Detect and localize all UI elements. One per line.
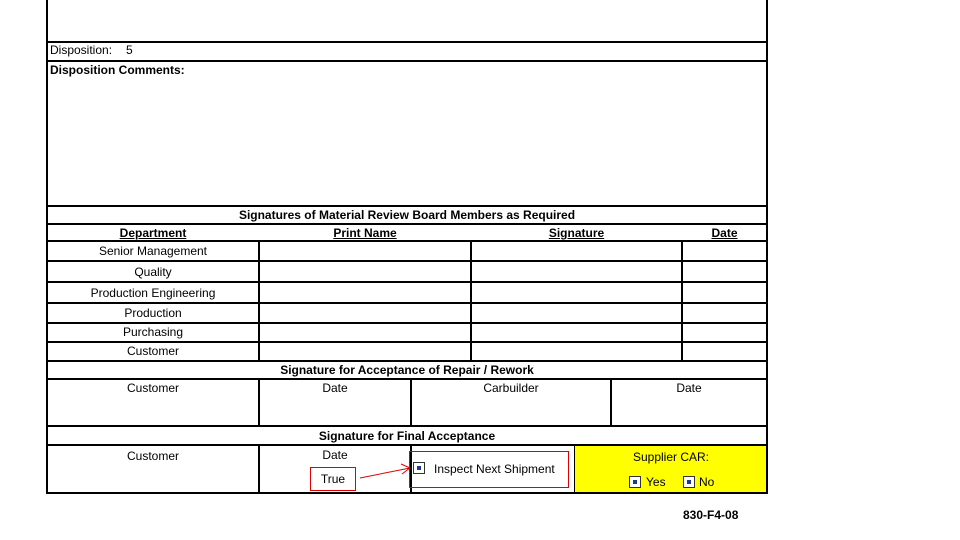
department-cell: Senior Management xyxy=(98,244,208,258)
column-header-print-name: Print Name xyxy=(333,226,397,240)
rule xyxy=(46,302,768,304)
repair-title: Signature for Acceptance of Repair / Rework xyxy=(280,363,534,377)
repair-carbuilder-label: Carbuilder xyxy=(483,381,539,395)
column-header-date: Date xyxy=(711,226,738,240)
form-code: 830-F4-08 xyxy=(683,508,739,522)
inspect-next-shipment-label: Inspect Next Shipment xyxy=(434,462,555,476)
rule xyxy=(46,360,768,362)
column-header-department: Department xyxy=(119,226,187,240)
rule xyxy=(46,341,768,343)
rule xyxy=(46,281,768,283)
disposition-label: Disposition: xyxy=(50,43,113,57)
mrb-title: Signatures of Material Review Board Members as Required xyxy=(238,208,576,222)
department-cell: Production xyxy=(124,306,182,320)
rule xyxy=(46,444,768,446)
rule xyxy=(681,240,683,361)
rule xyxy=(46,205,768,207)
rule xyxy=(46,378,768,380)
department-cell: Customer xyxy=(126,344,179,358)
department-cell: Purchasing xyxy=(122,325,184,339)
rule xyxy=(46,223,768,225)
rule xyxy=(46,41,768,43)
department-cell: Quality xyxy=(134,265,172,279)
supplier-car-label: Supplier CAR: xyxy=(632,450,710,464)
supplier-car-yes-label: Yes xyxy=(646,475,666,489)
rule xyxy=(46,425,768,427)
disposition-comments-label: Disposition Comments: xyxy=(50,63,185,77)
supplier-car-no-checkbox[interactable] xyxy=(683,476,695,488)
disposition-value[interactable]: 5 xyxy=(126,43,133,57)
final-acceptance-title: Signature for Final Acceptance xyxy=(318,429,496,443)
department-cell: Production Engineering xyxy=(90,286,216,300)
true-value-box[interactable] xyxy=(310,467,356,491)
column-header-signature: Signature xyxy=(548,226,605,240)
rule xyxy=(258,240,260,361)
rule xyxy=(46,492,768,494)
rule xyxy=(46,240,768,242)
repair-date-label: Date xyxy=(322,381,348,395)
final-date-label: Date xyxy=(322,448,348,462)
true-value: True xyxy=(320,472,346,486)
disposition-comments-field[interactable] xyxy=(48,78,765,204)
final-customer-label: Customer xyxy=(126,449,179,463)
supplier-car-yes-checkbox[interactable] xyxy=(629,476,641,488)
rule xyxy=(470,240,472,361)
rule xyxy=(46,260,768,262)
supplier-car-no-label: No xyxy=(699,475,715,489)
rule xyxy=(766,0,768,494)
annotation-arrow-icon xyxy=(355,458,415,482)
repair-customer-label: Customer xyxy=(126,381,179,395)
rule xyxy=(46,60,768,62)
repair-date-label-2: Date xyxy=(676,381,702,395)
inspect-next-shipment-checkbox[interactable] xyxy=(413,462,425,474)
rule xyxy=(46,322,768,324)
